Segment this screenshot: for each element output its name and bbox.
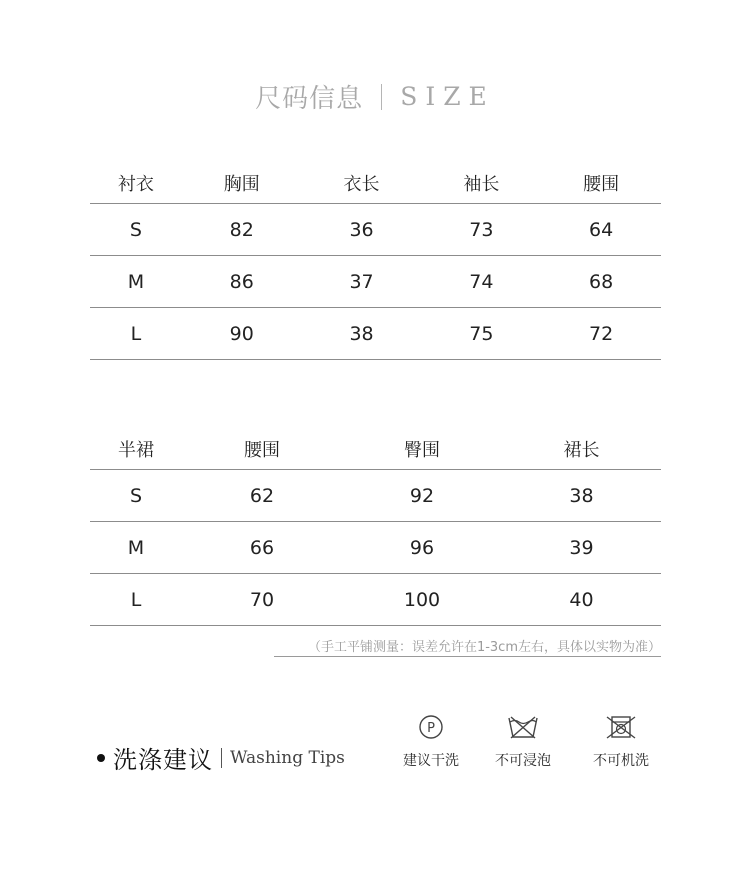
washing-divider	[221, 748, 222, 768]
value-cell: 74	[469, 270, 494, 293]
header-cell: 半裙	[118, 440, 154, 461]
value-cell: 73	[469, 218, 494, 241]
value-cell: 92	[409, 484, 435, 507]
care-item-no-soak	[478, 714, 568, 770]
header-cell: 衣长	[343, 174, 380, 195]
value-cell: 75	[469, 322, 494, 345]
title-en: SIZE	[400, 82, 495, 111]
value-cell: 68	[589, 270, 614, 293]
care-label: 不可浸泡	[495, 753, 551, 769]
table-header-row	[90, 436, 661, 470]
value-cell: 100	[403, 588, 441, 611]
header-cell: 胸围	[223, 174, 260, 195]
value-cell: 38	[569, 484, 594, 507]
table-row	[90, 256, 661, 308]
care-label: 建议干洗	[403, 753, 459, 769]
value-cell: 90	[229, 322, 254, 345]
page-title	[0, 78, 750, 115]
table-row	[90, 522, 661, 574]
value-cell: 72	[589, 322, 614, 345]
value-cell: 96	[409, 536, 435, 559]
care-item-dry-clean	[386, 714, 476, 770]
care-label: 不可机洗	[593, 753, 649, 769]
value-cell: 66	[249, 536, 275, 559]
value-cell: 82	[229, 218, 254, 241]
table-row	[90, 204, 661, 256]
size-cell: L	[130, 588, 142, 611]
header-cell: 裙长	[563, 440, 600, 461]
size-cell: L	[130, 322, 142, 345]
washing-tips-heading	[97, 740, 345, 775]
size-cell: S	[129, 218, 142, 241]
washing-title-en: Washing Tips	[230, 747, 345, 768]
value-cell: 39	[569, 536, 594, 559]
value-cell: 64	[589, 218, 614, 241]
table-header-row	[90, 170, 661, 204]
size-cell: M	[127, 270, 145, 293]
washing-title-cn: 洗涤建议	[113, 746, 213, 774]
care-item-no-machine-wash	[576, 714, 666, 770]
value-cell: 62	[249, 484, 275, 507]
value-cell: 70	[249, 588, 275, 611]
value-cell: 37	[349, 270, 374, 293]
header-cell: 臀围	[404, 440, 440, 461]
table-row	[90, 470, 661, 522]
title-divider	[381, 84, 382, 110]
table-row	[90, 574, 661, 626]
dry-clean-icon	[418, 714, 444, 740]
header-cell: 腰围	[244, 440, 280, 461]
svg-text:P: P	[427, 721, 435, 736]
no-machine-wash-icon	[604, 714, 638, 740]
title-cn: 尺码信息	[255, 84, 364, 114]
value-cell: 86	[229, 270, 254, 293]
size-cell: S	[129, 484, 143, 507]
size-cell: M	[127, 536, 145, 559]
value-cell: 40	[569, 588, 594, 611]
shirt-size-table	[90, 170, 661, 360]
header-cell: 衬衣	[117, 174, 154, 195]
skirt-size-table	[90, 436, 661, 626]
header-cell: 袖长	[463, 174, 500, 195]
bullet-dot	[97, 754, 105, 762]
header-cell: 腰围	[583, 174, 620, 195]
table-row	[90, 308, 661, 360]
value-cell: 38	[349, 322, 374, 345]
no-soak-icon	[506, 714, 540, 740]
value-cell: 36	[349, 218, 374, 241]
measurement-note: （手工平铺测量：误差允许在1-3cm左右，具体以实物为准）	[274, 636, 661, 657]
